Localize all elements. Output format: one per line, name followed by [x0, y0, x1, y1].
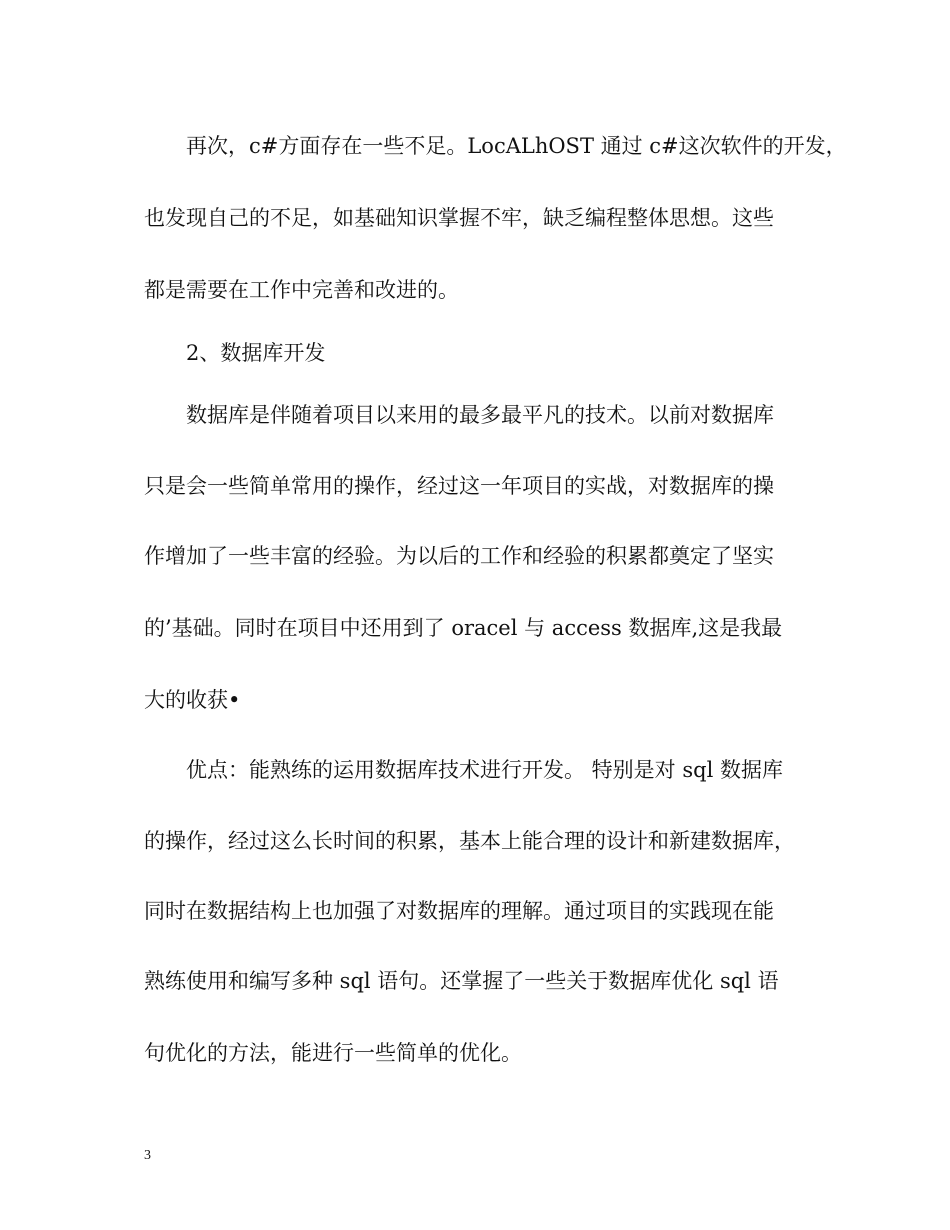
paragraph-line: 也发现自己的不足，如基础知识掌握不牢，缺乏编程整体思想。这些	[144, 206, 774, 230]
paragraph-line: 大的收获•	[144, 688, 241, 712]
paragraph-line: 只是会一些简单常用的操作，经过这一年项目的实战，对数据库的操	[144, 474, 774, 498]
paragraph-line: 的操作，经过这么长时间的积累，基本上能合理的设计和新建数据库，	[144, 829, 795, 853]
page-number: 3	[144, 1148, 151, 1163]
paragraph-line: 熟练使用和编写多种 sql 语句。还掌握了一些关于数据库优化 sql 语	[144, 969, 779, 993]
paragraph-line: 再次，c#方面存在一些不足。LocALhOST 通过 c#这次软件的开发，	[186, 134, 847, 158]
paragraph-line: 的’基础。同时在项目中还用到了 oracel 与 access 数据库,这是我最	[144, 616, 783, 640]
paragraph-line: 都是需要在工作中完善和改进的。	[144, 278, 459, 302]
section-heading: 2、数据库开发	[186, 341, 326, 365]
paragraph-line: 同时在数据结构上也加强了对数据库的理解。通过项目的实践现在能	[144, 899, 774, 923]
paragraph-line: 作增加了一些丰富的经验。为以后的工作和经验的积累都奠定了坚实	[144, 544, 774, 568]
paragraph-line: 优点：能熟练的运用数据库技术进行开发。 特别是对 sql 数据库	[186, 758, 783, 782]
paragraph-line: 数据库是伴随着项目以来用的最多最平凡的技术。以前对数据库	[186, 403, 774, 427]
paragraph-line: 句优化的方法，能进行一些简单的优化。	[144, 1041, 522, 1065]
